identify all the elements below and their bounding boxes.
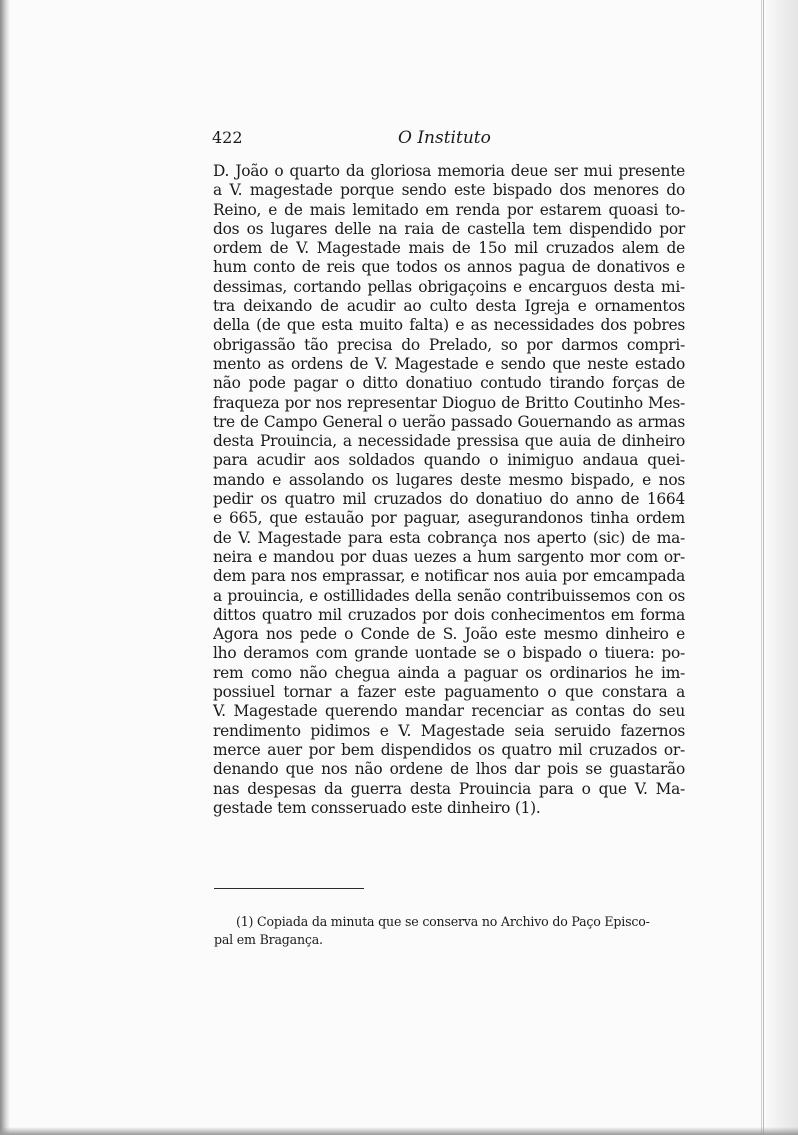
text-line: obrigassão tão precisa do Prelado, so por darmos compri- xyxy=(213,335,685,354)
page-header xyxy=(212,128,686,154)
page-edge-right xyxy=(761,0,798,1135)
text-line: della (de que esta muito falta) e as necessidades dos pobres xyxy=(213,316,685,335)
text-line: ordem de V. Magestade mais de 15o mil cruzados alem de xyxy=(213,239,685,258)
text-line: merce auer por bem dispendidos os quatro mil cruzados or- xyxy=(213,740,685,759)
text-line: nas despesas da guerra desta Prouincia para o que V. Ma- xyxy=(213,779,685,798)
text-line: Agora nos pede o Conde de S. João este mesmo dinheiro e xyxy=(213,625,685,644)
text-line: neira e mandou por duas uezes a hum sargento mor com or- xyxy=(213,547,685,566)
running-title: O Instituto xyxy=(398,128,491,148)
text-line: dessimas, cortando pellas obrigaçoins e encarguos desta mi- xyxy=(213,277,685,296)
text-line: pedir os quatro mil cruzados do donatiuo do anno de 1664 xyxy=(213,490,685,509)
text-line: mando e assolando os lugares deste mesmo bispado, e nos xyxy=(213,470,685,489)
text-line: fraqueza por nos representar Dioguo de Britto Coutinho Mes- xyxy=(213,393,685,412)
text-line: e 665, que estauão por paguar, asegurandonos tinha ordem xyxy=(213,509,685,528)
text-line: mento as ordens de V. Magestade e sendo que neste estado xyxy=(213,354,685,373)
text-line: tre de Campo General o uerão passado Gouernando as armas xyxy=(213,412,685,431)
text-line: gestade tem consseruado este dinheiro (1). xyxy=(213,798,541,817)
page-edge-line xyxy=(763,0,764,1135)
text-line: dem para nos emprassar, e notificar nos auia por emcampada xyxy=(213,567,685,586)
text-line: dos os lugares delle na raia de castella tem dispendido por xyxy=(213,219,685,238)
footnote-line: pal em Bragança. xyxy=(214,932,323,947)
text-line: possiuel tornar a fazer este paguamento o que constara a xyxy=(213,683,685,702)
text-line: Reino, e de mais lemitado em renda por estarem quoasi to- xyxy=(213,200,685,219)
page-gutter-shadow xyxy=(0,0,10,1135)
footnote-line: (1) Copiada da minuta que se conserva no Archivo do Paço Episco- xyxy=(236,914,650,929)
text-line: rendimento pidimos e V. Magestade seia seruido fazernos xyxy=(213,721,685,740)
footnote-separator xyxy=(214,888,364,889)
text-line: rem como não chegua ainda a paguar os ordinarios he im- xyxy=(213,663,685,682)
page-number: 422 xyxy=(212,128,243,147)
text-line: V. Magestade querendo mandar recenciar as contas do seu xyxy=(213,702,685,721)
text-line: de V. Magestade para esta cobrança nos aperto (sic) de ma- xyxy=(213,528,685,547)
text-line: D. João o quarto da gloriosa memoria deue ser mui presente xyxy=(213,162,685,180)
text-line: denando que nos não ordene de lhos dar pois se guastarão xyxy=(213,760,685,779)
text-line: lho deramos com grande uontade se o bispado o tiuera: po- xyxy=(213,644,685,663)
text-line: não pode pagar o ditto donatiuo contudo tirando forças de xyxy=(213,374,685,393)
text-line: dittos quatro mil cruzados por dois conhecimentos em forma xyxy=(213,605,685,624)
text-line: a V. magestade porque sendo este bispado dos menores do xyxy=(213,181,685,200)
text-line: a prouincia, e ostillidades della senão contribuissemos con os xyxy=(213,586,685,605)
footnote xyxy=(214,913,684,949)
text-line: desta Prouincia, a necessidade pressisa que auia de dinheiro xyxy=(213,432,685,451)
body-text xyxy=(213,162,685,818)
text-line: tra deixando de acudir ao culto desta Igreja e ornamentos xyxy=(213,297,685,316)
text-line: hum conto de reis que todos os annos pagua de donativos e xyxy=(213,258,685,277)
page-edge-bottom xyxy=(0,1127,798,1135)
text-line: para acudir aos soldados quando o inimiguo andaua quei- xyxy=(213,451,685,470)
